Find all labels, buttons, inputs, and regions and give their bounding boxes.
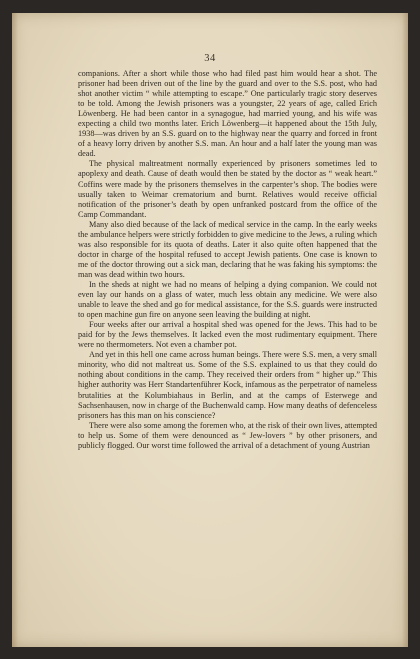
paragraph-7: There were also some among the foremen who, at the risk of their own lives, attempted to help us. Some of them were denounced as “ Jew-lovers ” by other prisoners, and publicly flogged. Our worst time followed the arrival of a detachment of young Austrian [78, 420, 377, 450]
paragraph-2: The physical maltreatment normally experienced by prisoners sometimes led to apoplexy and death. Cause of death would then be stated by the doctor as “ weak heart.” Coffins were made by the prisoners themselves in the carpenter’s shop. The bodies were usually taken to Weimar crematorium and burnt. Relatives would receive official notification of the prisoner’s death by open unfranked postcard from the office of the Camp Commandant. [78, 159, 377, 219]
document-page [12, 13, 408, 647]
page-number: 34 [204, 53, 216, 64]
paragraph-4: In the sheds at night we had no means of helping a dying companion. We could not even lay our hands on a glass of water, much less obtain any medicine. We were also unable to leave the shed and go for medical assistance, for the S.S. guards were instructed to open machine gun fire on anyone seen leaving the building at night. [78, 279, 377, 320]
page-left-edge [12, 13, 18, 647]
page-right-edge [402, 13, 408, 647]
paragraph-3: Many also died because of the lack of medical service in the camp. In the early weeks the ambulance helpers were strictly forbidden to give medicine to the Jews, a ruling which was also responsible for its quota of deaths. Later it also quite often happened that the doctor in charge of the hospital refused to accept Jewish patients. One case is known to me of the doctor throwing out a sick man, declaring that he was faking his symptoms: the man was dead within two hours. [78, 219, 377, 279]
body-text [78, 69, 377, 451]
paragraph-1: companions. After a short while those who had filed past him would hear a shot. The prisoner had been driven out of the line by the guard and over to the S.S. post, who had shot another victim “ while attempting to escape.” One particularly tragic story deserves to be told. Among the Jewish prisoners was a youngster, 22 years of age, called Erich Löwenberg. He had been cantor in a synagogue, had married young, and his wife was expecting a child two months later. Erich Löwenberg—it happened about the 15th July, 1938—was driven by an S.S. guard on to the highway near the quarry and forced in front of a heavy lorry driven by another S.S. man. An hour and a half later the young man was dead. [78, 69, 377, 159]
paragraph-6: And yet in this hell one came across human beings. There were S.S. men, a very small minority, who did not maltreat us. Some of the S.S. explained to us that they could do nothing about conditions in the camp. They received their orders from “ higher up.” This higher authority was Herr Standartenführer Kock, infamous as the perpetrator of nameless brutalities at the Kolumbiahaus in Berlin, and at the camps of Esterwege and Sachsenhausen, now in charge of the Buchenwald camp. How many deaths of defenceless prisoners has this man on his conscience? [78, 350, 377, 420]
paragraph-5: Four weeks after our arrival a hospital shed was opened for the Jews. This had to be paid for by the Jews themselves. It lacked even the most rudimentary equipment. There were no thermometers. Not even a chamber pot. [78, 320, 377, 350]
